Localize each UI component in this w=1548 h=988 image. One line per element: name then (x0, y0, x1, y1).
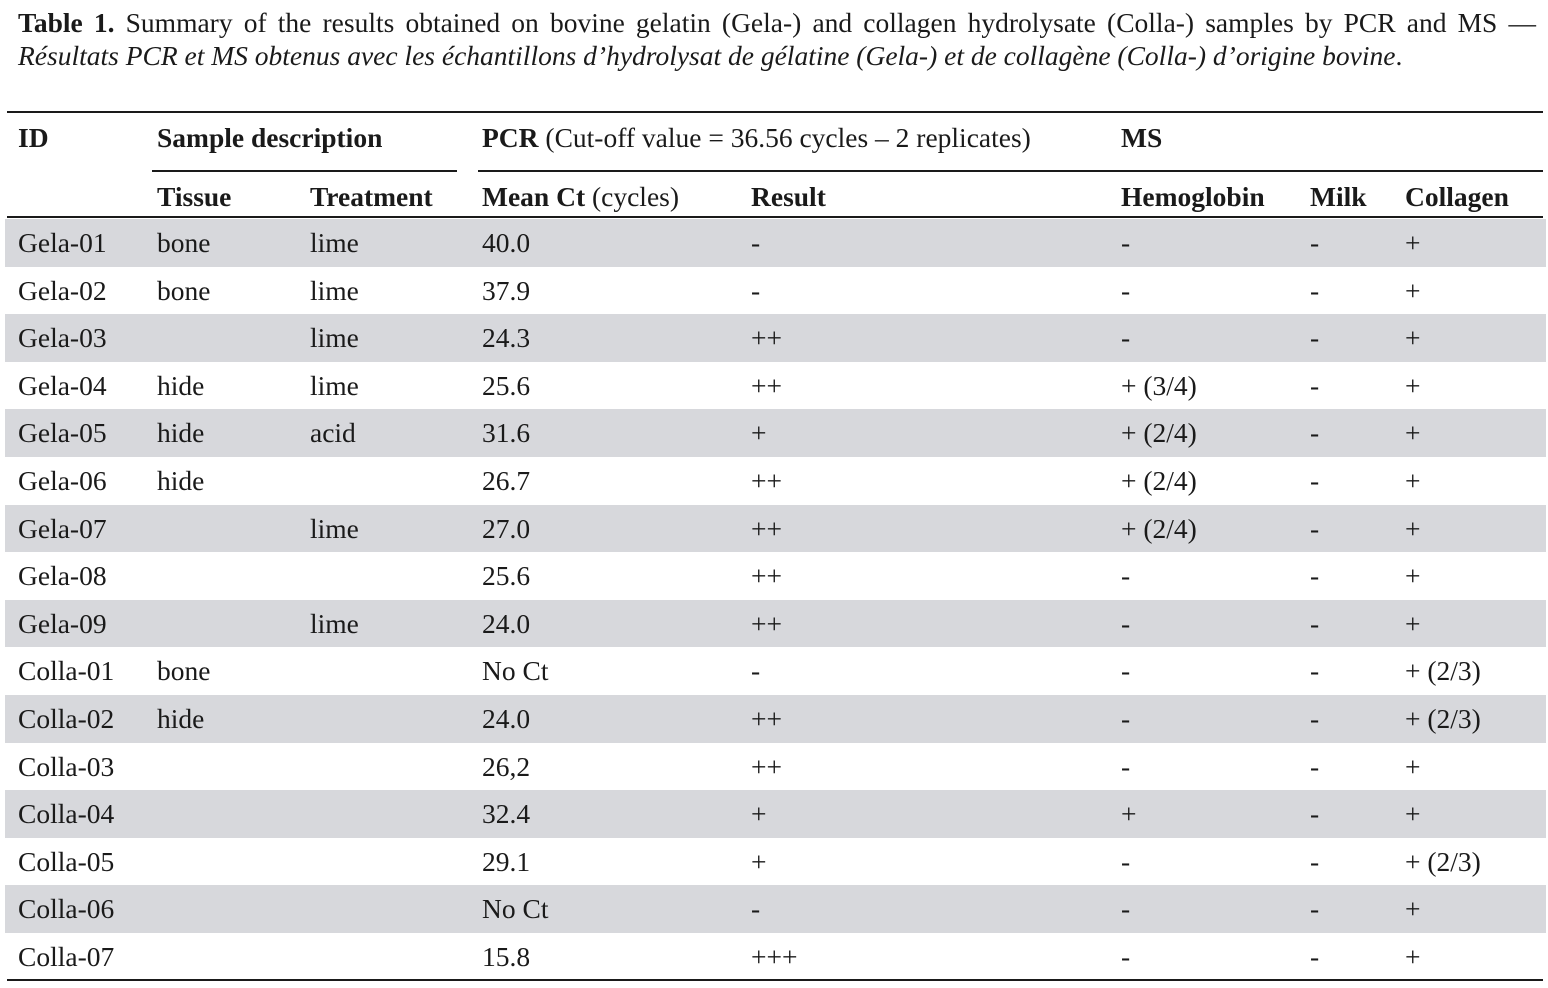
cell-id: Gela-06 (18, 464, 107, 496)
cell-id: Gela-08 (18, 560, 107, 592)
cell-hemoglobin: - (1121, 893, 1131, 925)
cell-id: Gela-09 (18, 607, 107, 639)
cell-tissue: bone (157, 274, 211, 306)
caption-label: Table 1. (18, 7, 115, 38)
cell-treatment: lime (310, 369, 359, 401)
cell-tissue: hide (157, 417, 205, 449)
cell-milk: - (1310, 607, 1320, 639)
cell-id: Colla-07 (18, 940, 115, 972)
table-bottom-rule (7, 979, 1543, 981)
caption-french: Résultats PCR et MS obtenus avec les échantillons d’hydrolysat de gélatine (Gela-) et de collagène (Colla-) d’origine bovine (18, 40, 1396, 71)
cell-mean-ct: No Ct (482, 893, 549, 925)
cell-id: Gela-05 (18, 417, 107, 449)
header-id: ID (18, 122, 49, 153)
cell-result: ++ (751, 702, 783, 734)
cell-collagen: + (1405, 417, 1421, 449)
cell-mean-ct: 26,2 (482, 750, 531, 782)
cell-milk: - (1310, 369, 1320, 401)
cell-result: - (751, 274, 761, 306)
header-collagen: Collagen (1405, 181, 1509, 212)
cell-hemoglobin: - (1121, 560, 1131, 592)
cell-tissue: hide (157, 464, 205, 496)
cell-mean-ct: 24.0 (482, 702, 531, 734)
table-row (5, 695, 1546, 743)
cell-result: ++ (751, 560, 783, 592)
cell-milk: - (1310, 274, 1320, 306)
cell-result: ++ (751, 512, 783, 544)
cell-result: + (751, 798, 767, 830)
cell-milk: - (1310, 893, 1320, 925)
header-mean-ct-label: Mean Ct (482, 181, 586, 212)
table-row (5, 647, 1546, 695)
cell-treatment: lime (310, 607, 359, 639)
table-body (5, 219, 1546, 981)
cell-mean-ct: 24.0 (482, 607, 531, 639)
cell-milk: - (1310, 464, 1320, 496)
cell-collagen: + (1405, 369, 1421, 401)
cell-mean-ct: 31.6 (482, 417, 531, 449)
header-milk: Milk (1310, 181, 1367, 212)
table-row (5, 457, 1546, 505)
header-mean-ct-unit: (cycles) (585, 181, 680, 212)
header-tissue: Tissue (157, 181, 232, 212)
cell-tissue: bone (157, 227, 211, 258)
cell-result: ++ (751, 607, 783, 639)
cell-collagen: + (1405, 322, 1421, 354)
table-row (5, 933, 1546, 981)
cell-mean-ct: 32.4 (482, 798, 531, 830)
cell-collagen: + (1405, 893, 1421, 925)
table-row (5, 790, 1546, 838)
cell-milk: - (1310, 845, 1320, 877)
cell-milk: - (1310, 702, 1320, 734)
cell-hemoglobin: + (2/4) (1121, 464, 1197, 496)
cell-milk: - (1310, 227, 1320, 258)
cell-collagen: + (1405, 940, 1421, 972)
cell-mean-ct: 40.0 (482, 227, 531, 258)
header-result: Result (751, 181, 826, 212)
cell-id: Gela-01 (18, 227, 107, 258)
cell-milk: - (1310, 750, 1320, 782)
sample-description-rule (152, 170, 457, 172)
header-bottom-rule (7, 216, 1543, 218)
cell-id: Gela-04 (18, 369, 107, 401)
cell-collagen: + (1405, 560, 1421, 592)
cell-treatment: lime (310, 322, 359, 354)
cell-hemoglobin: + (2/4) (1121, 512, 1197, 544)
cell-hemoglobin: - (1121, 322, 1131, 354)
cell-id: Gela-02 (18, 274, 107, 306)
pcr-ms-rule (478, 170, 1543, 172)
cell-treatment: acid (310, 417, 356, 449)
table-row (5, 267, 1546, 315)
table-caption (18, 6, 1536, 72)
table-row (5, 219, 1546, 267)
cell-treatment: lime (310, 512, 359, 544)
cell-hemoglobin: - (1121, 607, 1131, 639)
cell-collagen: + (1405, 464, 1421, 496)
table-top-rule (7, 111, 1543, 113)
cell-id: Colla-03 (18, 750, 115, 782)
cell-hemoglobin: - (1121, 655, 1131, 687)
cell-milk: - (1310, 940, 1320, 972)
cell-hemoglobin: - (1121, 940, 1131, 972)
table-row (5, 362, 1546, 410)
cell-hemoglobin: - (1121, 274, 1131, 306)
cell-id: Colla-02 (18, 702, 115, 734)
cell-hemoglobin: + (1121, 798, 1137, 830)
header-ms: MS (1121, 122, 1163, 153)
cell-id: Gela-07 (18, 512, 107, 544)
cell-collagen: + (1405, 274, 1421, 306)
header-mean-ct (482, 181, 679, 213)
cell-result: ++ (751, 464, 783, 496)
cell-tissue: hide (157, 369, 205, 401)
caption-english: Summary of the results obtained on bovine gelatin (Gela-) and collagen hydrolysate (Colla-) samples by PCR and MS — (114, 7, 1536, 38)
cell-milk: - (1310, 322, 1320, 354)
cell-collagen: + (1405, 607, 1421, 639)
cell-id: Gela-03 (18, 322, 107, 354)
cell-hemoglobin: + (3/4) (1121, 369, 1197, 401)
cell-tissue: bone (157, 655, 211, 687)
cell-mean-ct: 15.8 (482, 940, 531, 972)
cell-mean-ct: 25.6 (482, 560, 531, 592)
cell-collagen: + (1405, 798, 1421, 830)
cell-result: ++ (751, 750, 783, 782)
cell-mean-ct: 37.9 (482, 274, 531, 306)
cell-milk: - (1310, 798, 1320, 830)
cell-mean-ct: 25.6 (482, 369, 531, 401)
cell-hemoglobin: - (1121, 750, 1131, 782)
cell-result: - (751, 655, 761, 687)
cell-result: - (751, 227, 761, 258)
header-pcr (482, 122, 1031, 154)
cell-collagen: + (1405, 512, 1421, 544)
cell-milk: - (1310, 512, 1320, 544)
table-row (5, 552, 1546, 600)
cell-collagen: + (2/3) (1405, 702, 1481, 734)
cell-collagen: + (1405, 750, 1421, 782)
caption-end: . (1395, 40, 1403, 71)
header-treatment: Treatment (310, 181, 433, 212)
header-hemoglobin: Hemoglobin (1121, 181, 1265, 212)
cell-result: + (751, 845, 767, 877)
cell-milk: - (1310, 655, 1320, 687)
table-row (5, 838, 1546, 886)
table-row (5, 505, 1546, 553)
cell-collagen: + (1405, 227, 1421, 258)
cell-result: ++ (751, 369, 783, 401)
header-sample-description: Sample description (157, 122, 383, 153)
header-pcr-label: PCR (482, 122, 539, 153)
cell-result: +++ (751, 940, 798, 972)
cell-id: Colla-04 (18, 798, 115, 830)
table-row (5, 743, 1546, 791)
cell-mean-ct: 24.3 (482, 322, 531, 354)
cell-collagen: + (2/3) (1405, 845, 1481, 877)
cell-treatment: lime (310, 227, 359, 258)
cell-id: Colla-06 (18, 893, 115, 925)
table-row (5, 885, 1546, 933)
cell-milk: - (1310, 417, 1320, 449)
cell-result: - (751, 893, 761, 925)
cell-hemoglobin: + (2/4) (1121, 417, 1197, 449)
cell-hemoglobin: - (1121, 845, 1131, 877)
cell-treatment: lime (310, 274, 359, 306)
cell-id: Colla-05 (18, 845, 115, 877)
cell-result: + (751, 417, 767, 449)
cell-tissue: hide (157, 702, 205, 734)
cell-result: ++ (751, 322, 783, 354)
cell-id: Colla-01 (18, 655, 115, 687)
table-row (5, 600, 1546, 648)
table-row (5, 409, 1546, 457)
cell-mean-ct: 27.0 (482, 512, 531, 544)
cell-mean-ct: 26.7 (482, 464, 531, 496)
cell-milk: - (1310, 560, 1320, 592)
header-pcr-note: (Cut-off value = 36.56 cycles – 2 replicates) (538, 122, 1031, 153)
cell-mean-ct: No Ct (482, 655, 549, 687)
cell-collagen: + (2/3) (1405, 655, 1481, 687)
table-row (5, 314, 1546, 362)
cell-hemoglobin: - (1121, 227, 1131, 258)
cell-mean-ct: 29.1 (482, 845, 531, 877)
cell-hemoglobin: - (1121, 702, 1131, 734)
